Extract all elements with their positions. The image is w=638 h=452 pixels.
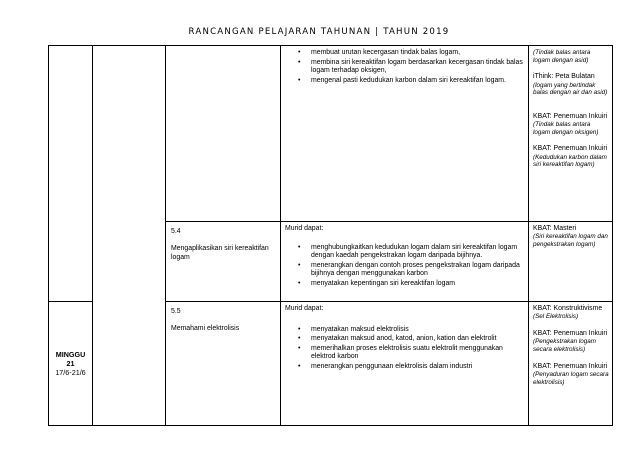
list-item: • membina siri kereaktifan logam berdasarkan kecergasan tindak balas logam terhadap oksigen,	[311, 59, 524, 76]
objectives-list	[285, 244, 524, 289]
objectives-cell	[281, 222, 529, 302]
list-item: • menerangkan penggunaan elektrolisis dalam industri	[311, 363, 524, 372]
note-title: KBAT: Penemuan Inkuiri	[533, 362, 608, 370]
note-italic: (Sel Elektrolisis)	[533, 313, 579, 321]
note-italic: (Kedudukan karbon dalam siri kereaktifan logam)	[533, 153, 607, 169]
week-number: 21	[66, 359, 75, 368]
note-italic: (logam yang bertindak balas dengan air dan asid)	[533, 81, 608, 97]
theme-cell	[93, 46, 166, 426]
list-item: • menyatakan maksud anod, katod, anion, kation dan elektrolit	[311, 335, 524, 344]
note-block	[533, 363, 609, 387]
note-italic: (Tindak balas antara logam dengan asid)	[533, 49, 591, 64]
note-italic: (Pengekstrakan logam secara elektrolisis)	[533, 338, 597, 353]
note-title: KBAT: Penemuan Inkuiri	[533, 145, 608, 153]
note-italic: (Siri kereaktifan logam dan pengekstrakan logam)	[533, 233, 608, 248]
list-item: • menyatakan kepentingan siri kereaktifan logam	[311, 280, 524, 289]
table-row	[49, 46, 613, 222]
note-block	[533, 225, 609, 249]
standard-text: Mengaplikasikan siri kereaktifan logam	[171, 245, 269, 261]
list-item: • mengenal pasti kedudukan karbon dalam siri kereaktifan logam.	[311, 77, 524, 86]
note-italic: (Tindak balas antara logam dengan oksigen)	[533, 121, 599, 136]
list-item: • menghubungkaitkan kedudukan logam dalam siri kereaktifan logam dengan kaedah pengekstrakan logam daripada bijihnya.	[311, 244, 524, 261]
list-item: • menerangkan dengan contoh proses pengekstrakan logam daripada bijihnya dengan menggunakan karbon	[311, 262, 524, 279]
list-item: • menyatakan maksud elektrolisis	[311, 326, 524, 335]
standard-cell	[166, 46, 281, 222]
page-title: RANCANGAN PELAJARAN TAHUNAN | TAHUN 2019	[188, 27, 450, 37]
standard-code: 5.5	[171, 308, 181, 315]
week-dates: 17/6-21/6	[55, 368, 86, 377]
week-label: MINGGU	[55, 350, 86, 359]
note-block	[533, 330, 609, 354]
notes-cell	[529, 46, 613, 222]
notes-cell	[529, 222, 613, 302]
note-title: KBAT: Penemuan Inkuiri	[533, 330, 608, 337]
note-italic: (Penyaduran logam secara elektrolisis)	[533, 371, 609, 386]
note-block	[533, 145, 609, 169]
list-item: • membuat urutan kecergasan tindak balas logam,	[311, 49, 524, 58]
notes-cell	[529, 302, 613, 426]
note-block	[533, 113, 609, 137]
note-title: KBAT: Penemuan Inkuiri	[533, 112, 608, 120]
week-cell	[49, 302, 93, 426]
objectives-list	[285, 49, 524, 85]
note-block	[533, 49, 609, 64]
standard-text: Memahami elektrolisis	[171, 325, 240, 332]
objectives-cell	[281, 46, 529, 222]
note-title: KBAT: Masteri	[533, 225, 577, 232]
week-cell-empty	[49, 46, 93, 302]
objectives-cell	[281, 302, 529, 426]
objectives-list	[285, 326, 524, 372]
note-title: KBAT: Konstruktivisme	[533, 305, 603, 312]
note-block	[533, 73, 609, 97]
lesson-plan-table	[48, 45, 613, 426]
list-item: • memerihalkan proses elektrolisis suatu elektrolit menggunakan elektrod karbon	[311, 345, 524, 362]
standard-code: 5.4	[171, 228, 181, 235]
standard-cell	[166, 222, 281, 302]
objectives-lead: Murid dapat:	[285, 305, 324, 312]
standard-cell	[166, 302, 281, 426]
objectives-lead: Murid dapat:	[285, 225, 324, 232]
note-title: iThink: Peta Bulatan	[533, 73, 595, 81]
note-block	[533, 305, 609, 321]
